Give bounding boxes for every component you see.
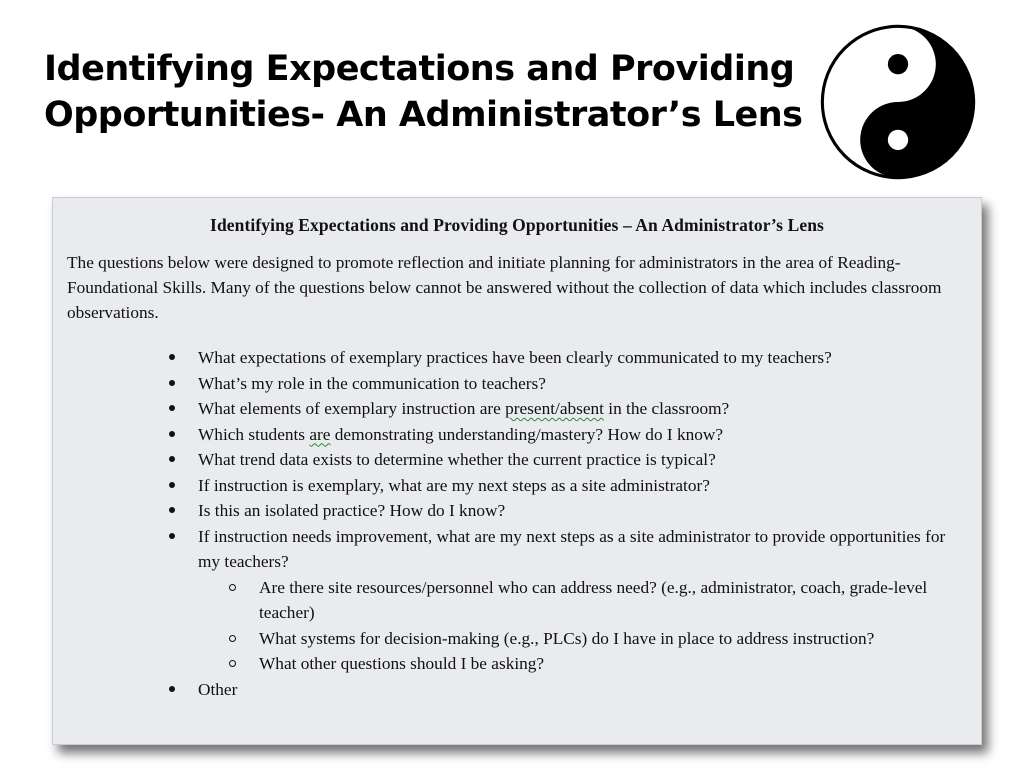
bullet-icon bbox=[169, 686, 175, 692]
yin-yang-icon bbox=[820, 24, 976, 180]
document-body bbox=[53, 198, 981, 744]
sub-list-item: Are there site resources/personnel who can address need? (e.g., administrator, coach, grade-level teacher) bbox=[229, 575, 967, 626]
circle-bullet-icon bbox=[229, 584, 236, 591]
slide-title bbox=[44, 46, 804, 138]
list-item: What’s my role in the communication to teachers? bbox=[169, 371, 967, 397]
bullet-icon bbox=[169, 456, 175, 462]
spellcheck-underlined-text: present/absent bbox=[505, 399, 604, 418]
list-item: If instruction is exemplary, what are my next steps as a site administrator? bbox=[169, 473, 967, 499]
circle-bullet-icon bbox=[229, 660, 236, 667]
bullet-icon bbox=[169, 482, 175, 488]
bullet-icon bbox=[169, 354, 175, 360]
slide-title-line-1: Identifying Expectations and Providing bbox=[44, 49, 795, 89]
list-item: What trend data exists to determine whether the current practice is typical? bbox=[169, 447, 967, 473]
sub-list-item: What other questions should I be asking? bbox=[229, 651, 967, 677]
list-item: What expectations of exemplary practices have been clearly communicated to my teachers? bbox=[169, 345, 967, 371]
bullet-icon bbox=[169, 431, 175, 437]
document-image bbox=[52, 197, 982, 745]
sub-list-item: What systems for decision-making (e.g., PLCs) do I have in place to address instruction? bbox=[229, 626, 967, 652]
bullet-icon bbox=[169, 533, 175, 539]
document-title: Identifying Expectations and Providing Opportunities – An Administrator’s Lens bbox=[210, 215, 824, 235]
list-item: If instruction needs improvement, what are my next steps as a site administrator to provide opportunities for my teachers? Are there site resources/personnel who can address need? (e.g., administrator, coach, grade-level teacher) What systems for decision-making (e.g., PLCs) do I have in place to address instruction? What other questions should I be asking? bbox=[169, 524, 967, 677]
circle-bullet-icon bbox=[229, 635, 236, 642]
list-item: Which students are demonstrating understanding/mastery? How do I know? bbox=[169, 422, 967, 448]
document-intro: The questions below were designed to promote reflection and initiate planning for administrators in the area of Reading-Foundational Skills. Many of the questions below cannot be answered without the collection of data which includes classroom observations. bbox=[67, 253, 942, 322]
list-item: Is this an isolated practice? How do I know? bbox=[169, 498, 967, 524]
spellcheck-underlined-text: are bbox=[309, 424, 331, 444]
list-item: Other bbox=[169, 677, 967, 703]
bullet-icon bbox=[169, 507, 175, 513]
slide-title-line-2: Opportunities- An Administrator’s Lens bbox=[44, 95, 803, 135]
bullet-icon bbox=[169, 405, 175, 411]
bullet-icon bbox=[169, 380, 175, 386]
question-list bbox=[67, 345, 967, 702]
list-item: What elements of exemplary instruction are present/absent in the classroom? bbox=[169, 396, 967, 422]
sub-question-list bbox=[198, 575, 967, 677]
